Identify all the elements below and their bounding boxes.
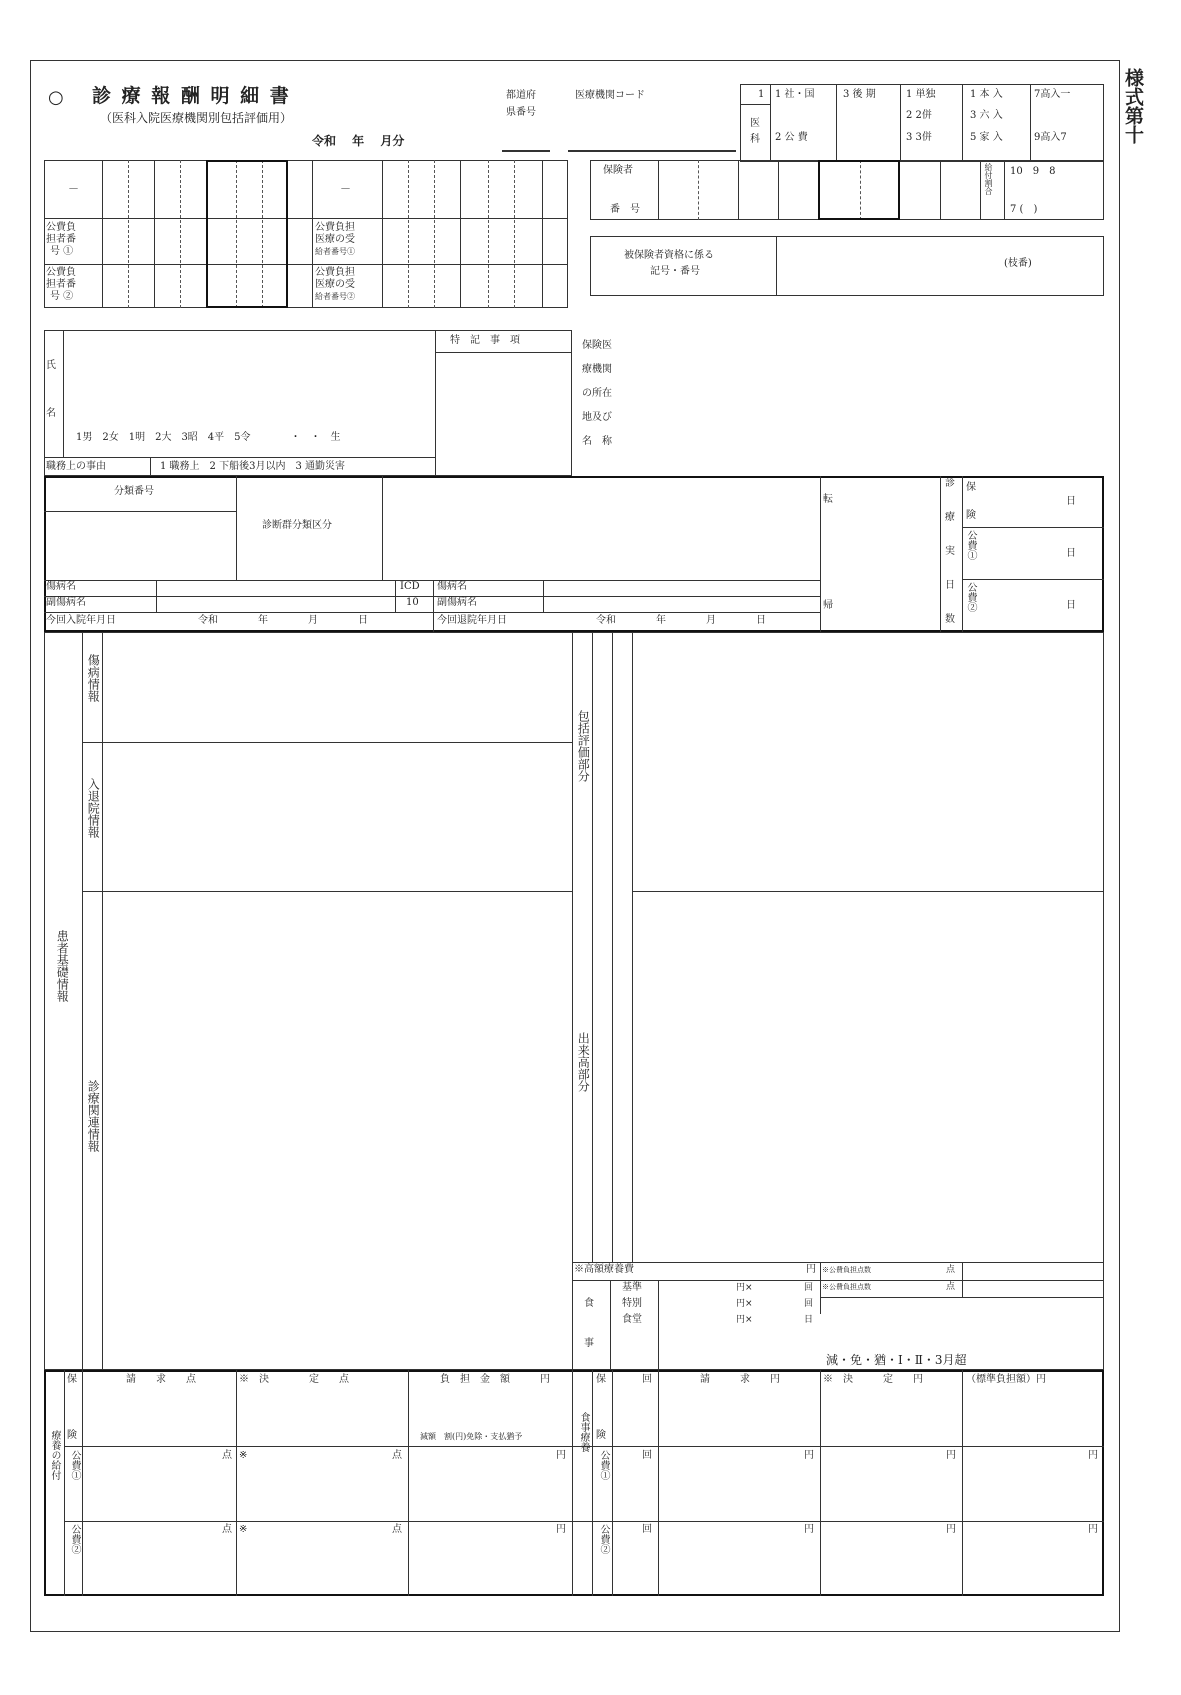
admit-ymd: 年 月 日 bbox=[258, 615, 368, 626]
pub1-label-a: 公費負 bbox=[46, 222, 76, 233]
row-ho-1: 保 bbox=[67, 1374, 77, 1385]
name-label-2: 名 bbox=[46, 408, 56, 419]
days-ho-2: 険 bbox=[966, 510, 976, 521]
insurer-label-1: 保険者 bbox=[603, 165, 633, 176]
pref-label-1: 都道府 bbox=[506, 90, 536, 101]
cat-1: 1 bbox=[758, 89, 765, 100]
pub1-label-c: 号 ① bbox=[50, 246, 74, 257]
form-title: 診 療 報 酬 明 細 書 bbox=[92, 85, 291, 107]
insurer-label-2: 番 号 bbox=[610, 204, 640, 215]
kome-2: ※ bbox=[239, 1524, 248, 1535]
gender-birth-row: 1男 2女 1明 2大 3昭 4平 5令 ・ ・ 生 bbox=[76, 432, 341, 443]
inst-code-label: 医療機関コード bbox=[575, 90, 645, 101]
recip1-label-b: 医療の受 bbox=[315, 234, 355, 245]
inst-underline bbox=[568, 150, 736, 152]
row-ho-2-r: 険 bbox=[596, 1430, 606, 1441]
fee-for-service-label: 出来高部分 bbox=[576, 1032, 591, 1092]
ratio-values-1: 10 9 8 bbox=[1010, 166, 1056, 177]
disease-label-r: 傷病名 bbox=[437, 581, 467, 592]
recip2-label-a: 公費負担 bbox=[315, 267, 355, 278]
pub2-label-c: 号 ② bbox=[50, 291, 74, 302]
cat-n3: 5 家 入 bbox=[970, 132, 1003, 143]
meal-count-1: 回 bbox=[804, 1283, 814, 1293]
ratio-values-2: 7 ( ) bbox=[1010, 204, 1038, 215]
high-cost-label: ※高額療養費 bbox=[574, 1264, 634, 1275]
kome-1: ※ bbox=[239, 1450, 248, 1461]
cat-m1: 3 後 期 bbox=[843, 89, 876, 100]
reduction-options: 減・免・猶・Ⅰ・Ⅱ・3月超 bbox=[826, 1353, 967, 1367]
kai-3: 回 bbox=[642, 1524, 652, 1535]
form-subtitle: （医科入院医療機関別包括評価用） bbox=[100, 111, 293, 125]
form-number: 様式第十 bbox=[1122, 68, 1144, 144]
admit-label: 今回入院年月日 bbox=[46, 615, 116, 626]
dash-2: － bbox=[340, 182, 351, 195]
meal-label-2: 事 bbox=[584, 1338, 594, 1349]
disease-label: 傷病名 bbox=[46, 581, 76, 592]
branch-label: (枝番) bbox=[1004, 258, 1032, 269]
pub-points-1: ※公費負担点数 bbox=[822, 1266, 871, 1274]
cat-r2: 2 公 費 bbox=[775, 132, 808, 143]
meal-claim-head: 請 求 円 bbox=[700, 1374, 780, 1385]
yen-8: 円 bbox=[1088, 1524, 1098, 1535]
sub-disease-label: 副傷病名 bbox=[46, 597, 86, 608]
meal-rate-1: 円× bbox=[736, 1283, 753, 1293]
claim-points-head: 請 求 点 bbox=[126, 1374, 196, 1385]
standard-burden-head: （標準負担額）円 bbox=[966, 1374, 1046, 1385]
yen-6: 円 bbox=[804, 1524, 814, 1535]
insured-label-2: 記号・番号 bbox=[650, 266, 700, 277]
discharge-label: 今回退院年月日 bbox=[437, 615, 507, 626]
shinryo-1: 診 bbox=[945, 478, 955, 489]
icd-label: ICD bbox=[400, 581, 420, 592]
work-reason-values: 1 職務上 2 下船後3月以内 3 通勤災害 bbox=[160, 461, 345, 472]
kai-1: 回 bbox=[642, 1374, 652, 1385]
kai-2: 回 bbox=[642, 1450, 652, 1461]
shinryo-3: 実 bbox=[945, 546, 955, 557]
pref-underline bbox=[502, 150, 550, 152]
meal-decision-head: ※ 決 定 円 bbox=[823, 1374, 923, 1385]
special-notes-label: 特 記 事 項 bbox=[450, 335, 520, 346]
pref-label-2: 県番号 bbox=[506, 107, 536, 118]
pub2-label-a: 公費負 bbox=[46, 267, 76, 278]
shinryo-5: 数 bbox=[945, 614, 955, 625]
work-reason-label: 職務上の事由 bbox=[46, 461, 106, 472]
meal-label-1: 食 bbox=[584, 1298, 594, 1309]
cat-n1: 1 本 入 bbox=[970, 89, 1003, 100]
name-label-1: 氏 bbox=[46, 360, 56, 371]
inst-addr-1: 保険医 bbox=[582, 340, 612, 351]
days-pub2: 公費② bbox=[965, 582, 976, 612]
inst-addr-5: 名 称 bbox=[582, 436, 612, 447]
cat-k2: 9高入7 bbox=[1034, 132, 1067, 143]
icd-10-label: 10 bbox=[406, 597, 419, 608]
high-cost-yen: 円 bbox=[806, 1264, 816, 1275]
row-pub2-r: 公費② bbox=[598, 1524, 609, 1554]
recip2-label-b: 医療の受 bbox=[315, 279, 355, 290]
shinryo-4: 日 bbox=[945, 580, 955, 591]
meal-days: 日 bbox=[804, 1315, 814, 1325]
ratio-label: 給付割合 bbox=[984, 163, 993, 195]
decision-points-head: ※ 決 定 点 bbox=[239, 1374, 349, 1385]
era-month: 令和 年 月分 bbox=[312, 134, 405, 148]
patient-basic-info-label: 患者基礎情報 bbox=[55, 930, 70, 1002]
row-ho-1-r: 保 bbox=[596, 1374, 606, 1385]
disease-info-label: 傷病情報 bbox=[86, 654, 101, 702]
row-pub1: 公費① bbox=[69, 1450, 80, 1480]
cat-1c: 科 bbox=[750, 134, 760, 145]
inst-addr-3: の所在 bbox=[582, 388, 612, 399]
yen-4: 円 bbox=[946, 1450, 956, 1461]
cat-r1: 1 社・国 bbox=[775, 89, 815, 100]
discharge-reiwa: 令和 bbox=[596, 615, 616, 626]
shinryo-2: 療 bbox=[945, 512, 955, 523]
yen-5: 円 bbox=[1088, 1450, 1098, 1461]
row-pub1-r: 公費① bbox=[598, 1450, 609, 1480]
pub1-label-b: 担者番 bbox=[46, 234, 76, 245]
pub-points-2: ※公費負担点数 bbox=[822, 1283, 871, 1291]
public-expense-grid bbox=[44, 160, 568, 308]
recip1-label-a: 公費負担 bbox=[315, 222, 355, 233]
pt-3: 点 bbox=[222, 1524, 232, 1535]
meal-rate-2: 円× bbox=[736, 1299, 753, 1309]
days-ho-1: 保 bbox=[966, 482, 976, 493]
meal-count-2: 回 bbox=[804, 1299, 814, 1309]
yen-1: 円 bbox=[556, 1450, 566, 1461]
cat-s3: 3 3併 bbox=[906, 132, 932, 143]
pub2-label-b: 担者番 bbox=[46, 279, 76, 290]
yen-7: 円 bbox=[946, 1524, 956, 1535]
cat-s1: 1 単独 bbox=[906, 89, 936, 100]
insured-label-1: 被保険者資格に係る bbox=[624, 250, 714, 261]
inst-addr-4: 地及び bbox=[582, 412, 612, 423]
days-unit-1: 日 bbox=[1066, 496, 1076, 507]
pt-1: 点 bbox=[222, 1450, 232, 1461]
care-info-label: 診療関連情報 bbox=[86, 1080, 101, 1152]
cat-1b: 医 bbox=[750, 118, 760, 129]
days-unit-3: 日 bbox=[1066, 600, 1076, 611]
pt-2: 点 bbox=[392, 1450, 402, 1461]
meal-side-label: 食事療養 bbox=[578, 1412, 589, 1452]
days-pub1: 公費① bbox=[965, 530, 976, 560]
group-label: 診断群分類区分 bbox=[262, 520, 332, 531]
tenki-label-1: 転 bbox=[823, 494, 833, 505]
row-ho-2: 険 bbox=[67, 1430, 77, 1441]
sub-disease-label-r: 副傷病名 bbox=[437, 597, 477, 608]
meal-rate-3: 円× bbox=[736, 1315, 753, 1325]
inst-addr-2: 療機関 bbox=[582, 364, 612, 375]
reduction-note: 減額 割(円)免除・支払猶予 bbox=[420, 1432, 523, 1441]
recip1-label-c: 給者番号① bbox=[315, 247, 355, 256]
tenki-label-2: 帰 bbox=[823, 600, 833, 611]
dash-1: － bbox=[68, 182, 79, 195]
burden-amount-head: 負 担 金 額 円 bbox=[440, 1374, 550, 1385]
class-number-label: 分類番号 bbox=[114, 486, 154, 497]
meal-special: 特別 bbox=[622, 1298, 642, 1309]
cat-s2: 2 2併 bbox=[906, 110, 932, 121]
benefit-table bbox=[44, 1370, 1104, 1596]
recip2-label-c: 給者番号② bbox=[315, 292, 355, 301]
admission-info-label: 入退院情報 bbox=[86, 778, 101, 838]
yen-3: 円 bbox=[804, 1450, 814, 1461]
circle-mark: ○ bbox=[48, 87, 64, 108]
pub-points-unit-2: 点 bbox=[946, 1282, 956, 1292]
pt-4: 点 bbox=[392, 1524, 402, 1535]
discharge-ymd: 年 月 日 bbox=[656, 615, 766, 626]
row-pub2: 公費② bbox=[69, 1524, 80, 1554]
days-unit-2: 日 bbox=[1066, 548, 1076, 559]
admit-reiwa: 令和 bbox=[198, 615, 218, 626]
bundled-eval-label: 包括評価部分 bbox=[576, 710, 591, 782]
meal-standard: 基準 bbox=[622, 1282, 642, 1293]
yen-2: 円 bbox=[556, 1524, 566, 1535]
cat-n2: 3 六 入 bbox=[970, 110, 1003, 121]
pub-points-unit-1: 点 bbox=[946, 1265, 956, 1275]
benefit-side-label: 療養の給付 bbox=[49, 1430, 60, 1480]
cat-k1: 7高入一 bbox=[1034, 89, 1071, 100]
meal-dining: 食堂 bbox=[622, 1314, 642, 1325]
